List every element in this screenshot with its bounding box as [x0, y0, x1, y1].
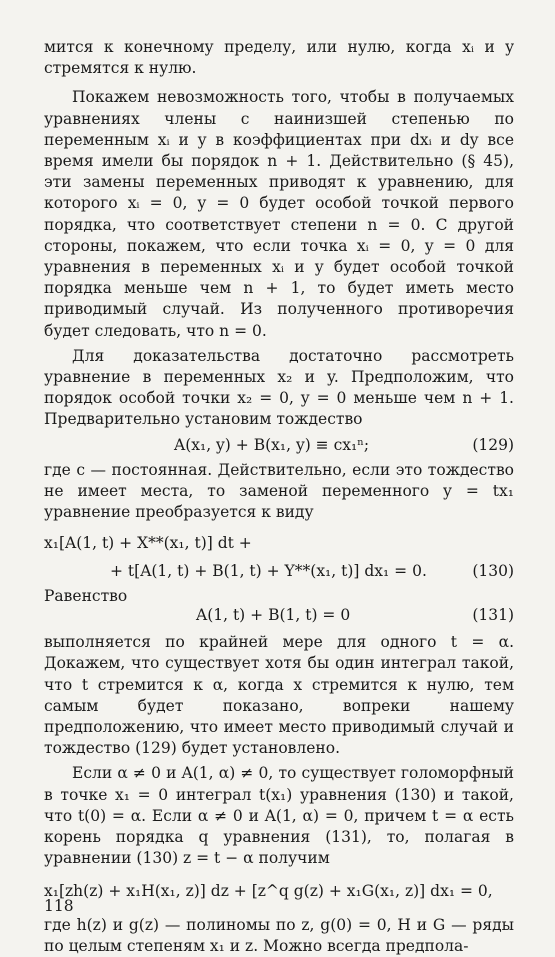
paragraph-8: где h(z) и g(z) — полиномы по z, g(0) = 0, H и G — ряды по целым степеням x₁ и z. Можно всегда предпола- [44, 915, 514, 955]
paragraph-3: Для доказательства достаточно рассмотреть уравнение в переменных x₂ и y. Предположим, что порядок особой точки x₂ = 0, y = 0 меньше чем n + 1. Предварительно установим тождество [44, 346, 514, 429]
equation-129 [44, 435, 514, 456]
equation-131 [44, 605, 514, 626]
page-body [44, 37, 514, 957]
paragraph-5: Равенство [44, 586, 128, 605]
equation-129-body: A(x₁, y) + B(x₁, y) ≡ cx₁ⁿ; [174, 435, 370, 454]
paragraph-1: мится к конечному пределу, или нулю, когда xᵢ и y стремятся к нулю. [44, 38, 514, 78]
equation-z [44, 881, 514, 902]
paragraph-6: выполняется по крайней мере для одного t = α. Докажем, что существует хотя бы один интеграл такой, что t стремится к α, когда x стремится к нулю, тем самым будет показано, вопреки нашему предположению, что имеет место приводимый случай и тождество (129) будет установлено. [44, 633, 514, 758]
paragraph-4: где c — постоянная. Действительно, если это тождество не имеет места, то заменой переменного y = tx₁ уравнение преобразуется к виду [44, 460, 514, 522]
equation-131-number: (131) [472, 606, 514, 625]
equation-z-body: x₁[zh(z) + x₁H(x₁, z)] dz + [z^q g(z) + x₁G(x₁, z)] dx₁ = 0, [44, 882, 493, 901]
equation-130-number: (130) [472, 561, 514, 580]
equation-130-line-2: + t[A(1, t) + B(1, t) + Y**(x₁, t)] dx₁ = 0. (130) [44, 561, 514, 582]
paragraph-7: Если α ≠ 0 и A(1, α) ≠ 0, то существует голоморфный в точке x₁ = 0 интеграл t(x₁) уравнения (130) и такой, что t(0) = α. Если α ≠ 0 и A(1, α) = 0, причем t = α есть корень порядка q уравнения (131), то, полагая в уравнении (130) z = t − α получим [44, 764, 514, 868]
equation-131-body: A(1, t) + B(1, t) = 0 [196, 606, 351, 625]
equation-129-number: (129) [472, 435, 514, 454]
paragraph-2: Покажем невозможность того, чтобы в получаемых уравнениях члены с наинизшей степенью по переменным xᵢ и y в коэффициентах при dxᵢ и dy все время имели бы порядок n + 1. Действительно (§ 45), эти замены переменных приводят к уравнению, для которого xᵢ = 0, y = 0 будет особой точкой первого порядка, что соответствует степени n = 0. С другой стороны, покажем, что если точка xᵢ = 0, y = 0 для уравнения в переменных xᵢ и y будет особой точкой порядка меньше чем n + 1, то будет иметь место приводимый случай. Из полученного противоречия будет следовать, что n = 0. [44, 88, 514, 340]
equation-130-line-1: x₁[A(1, t) + X**(x₁, t)] dt + [44, 534, 252, 553]
page-number: 118 [44, 897, 74, 915]
